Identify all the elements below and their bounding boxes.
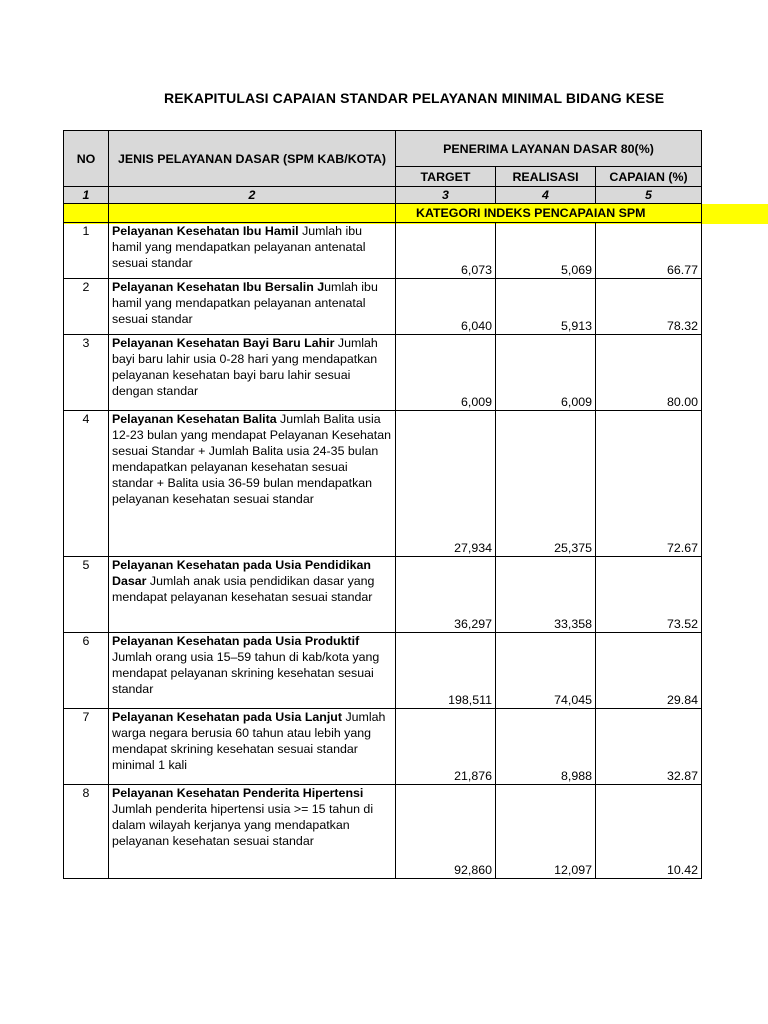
row-service-detail: Jumlah penderita hipertensi usia >= 15 tahun di dalam wilayah kerjanya yang mendapatkan pelayanan kesehatan sesuai standar bbox=[112, 802, 374, 848]
realisasi-value: 6,009 bbox=[496, 335, 596, 411]
capaian-value: 66.77 bbox=[596, 223, 702, 279]
row-number: 4 bbox=[64, 411, 109, 557]
row-service-title: Pelayanan Kesehatan Ibu Bersalin J bbox=[112, 280, 325, 294]
category-row bbox=[64, 204, 702, 223]
header-realisasi: REALISASI bbox=[496, 167, 596, 187]
table-row bbox=[64, 279, 702, 335]
target-value: 27,934 bbox=[396, 411, 496, 557]
row-service-detail: Jumlah ibu hamil yang mendapatkan pelayanan antenatal sesuai standar bbox=[112, 224, 366, 270]
column-number: 4 bbox=[496, 187, 596, 204]
realisasi-value: 74,045 bbox=[496, 633, 596, 709]
realisasi-value: 12,097 bbox=[496, 785, 596, 879]
row-number: 6 bbox=[64, 633, 109, 709]
target-value: 6,040 bbox=[396, 279, 496, 335]
row-description bbox=[109, 223, 396, 279]
target-value: 21,876 bbox=[396, 709, 496, 785]
row-description bbox=[109, 411, 396, 557]
row-service-detail: Jumlah warga negara berusia 60 tahun atau lebih yang mendapat skrining kesehatan sesuai standar minimal 1 kali bbox=[112, 710, 386, 772]
row-service-title: Pelayanan Kesehatan Balita bbox=[112, 412, 277, 426]
category-empty-cell bbox=[64, 204, 109, 223]
realisasi-value: 8,988 bbox=[496, 709, 596, 785]
header-no: NO bbox=[64, 131, 109, 187]
row-service-title: Pelayanan Kesehatan Ibu Hamil bbox=[112, 224, 299, 238]
spm-table bbox=[63, 130, 702, 879]
target-value: 36,297 bbox=[396, 557, 496, 633]
capaian-value: 32.87 bbox=[596, 709, 702, 785]
realisasi-value: 25,375 bbox=[496, 411, 596, 557]
table-body bbox=[64, 223, 702, 879]
table-row bbox=[64, 411, 702, 557]
column-number-row bbox=[64, 187, 702, 204]
row-service-detail: Jumlah anak usia pendidikan dasar yang mendapat pelayanan kesehatan sesuai standar bbox=[112, 574, 375, 604]
row-service-title: Pelayanan Kesehatan Penderita Hipertensi bbox=[112, 786, 364, 800]
header-target: TARGET bbox=[396, 167, 496, 187]
row-number: 8 bbox=[64, 785, 109, 879]
capaian-value: 80.00 bbox=[596, 335, 702, 411]
row-service-detail: Jumlah orang usia 15–59 tahun di kab/kota yang mendapat pelayanan skrining kesehatan sesuai standar bbox=[112, 650, 380, 696]
row-service-title: Pelayanan Kesehatan Bayi Baru Lahir bbox=[112, 336, 335, 350]
column-number: 5 bbox=[596, 187, 702, 204]
capaian-value: 29.84 bbox=[596, 633, 702, 709]
realisasi-value: 33,358 bbox=[496, 557, 596, 633]
row-number: 5 bbox=[64, 557, 109, 633]
row-number: 2 bbox=[64, 279, 109, 335]
row-service-detail: Jumlah Balita usia 12-23 bulan yang mendapat Pelayanan Kesehatan sesuai Standar + Jumlah Balita usia 24-35 bulan mendapatkan pelayanan kesehatan sesuai standar + Balita usia 36-59 bulan mendapatkan pelayanan kesehatan sesuai standar bbox=[112, 412, 392, 506]
row-description bbox=[109, 279, 396, 335]
category-empty-cell bbox=[109, 204, 396, 223]
row-description bbox=[109, 335, 396, 411]
header-capaian: CAPAIAN (%) bbox=[596, 167, 702, 187]
table-row bbox=[64, 709, 702, 785]
page-title: REKAPITULASI CAPAIAN STANDAR PELAYANAN MINIMAL BIDANG KESE bbox=[164, 90, 665, 106]
capaian-value: 73.52 bbox=[596, 557, 702, 633]
capaian-value: 10.42 bbox=[596, 785, 702, 879]
target-value: 92,860 bbox=[396, 785, 496, 879]
row-number: 3 bbox=[64, 335, 109, 411]
capaian-value: 78.32 bbox=[596, 279, 702, 335]
table-row bbox=[64, 785, 702, 879]
column-number: 1 bbox=[64, 187, 109, 204]
row-description bbox=[109, 633, 396, 709]
column-number: 3 bbox=[396, 187, 496, 204]
row-service-title: Pelayanan Kesehatan pada Usia Pendidikan Dasar bbox=[112, 558, 371, 588]
row-description bbox=[109, 785, 396, 879]
header-penerima: PENERIMA LAYANAN DASAR 80(%) bbox=[396, 131, 702, 167]
target-value: 198,511 bbox=[396, 633, 496, 709]
realisasi-value: 5,069 bbox=[496, 223, 596, 279]
capaian-value: 72.67 bbox=[596, 411, 702, 557]
row-service-detail: umlah ibu hamil yang mendapatkan pelayanan antenatal sesuai standar bbox=[112, 280, 378, 326]
table-row bbox=[64, 557, 702, 633]
realisasi-value: 5,913 bbox=[496, 279, 596, 335]
table-row bbox=[64, 335, 702, 411]
row-description bbox=[109, 557, 396, 633]
table-row bbox=[64, 223, 702, 279]
row-service-title: Pelayanan Kesehatan pada Usia Lanjut bbox=[112, 710, 342, 724]
header-jenis: JENIS PELAYANAN DASAR (SPM KAB/KOTA) bbox=[109, 131, 396, 187]
target-value: 6,009 bbox=[396, 335, 496, 411]
category-label: KATEGORI INDEKS PENCAPAIAN SPM bbox=[396, 204, 702, 223]
row-number: 7 bbox=[64, 709, 109, 785]
row-service-title: Pelayanan Kesehatan pada Usia Produktif bbox=[112, 634, 360, 648]
target-value: 6,073 bbox=[396, 223, 496, 279]
table-row bbox=[64, 633, 702, 709]
column-number: 2 bbox=[109, 187, 396, 204]
row-service-detail: Jumlah bayi baru lahir usia 0-28 hari yang mendapatkan pelayanan kesehatan bayi baru lahir sesuai dengan standar bbox=[112, 336, 378, 398]
row-description bbox=[109, 709, 396, 785]
row-number: 1 bbox=[64, 223, 109, 279]
